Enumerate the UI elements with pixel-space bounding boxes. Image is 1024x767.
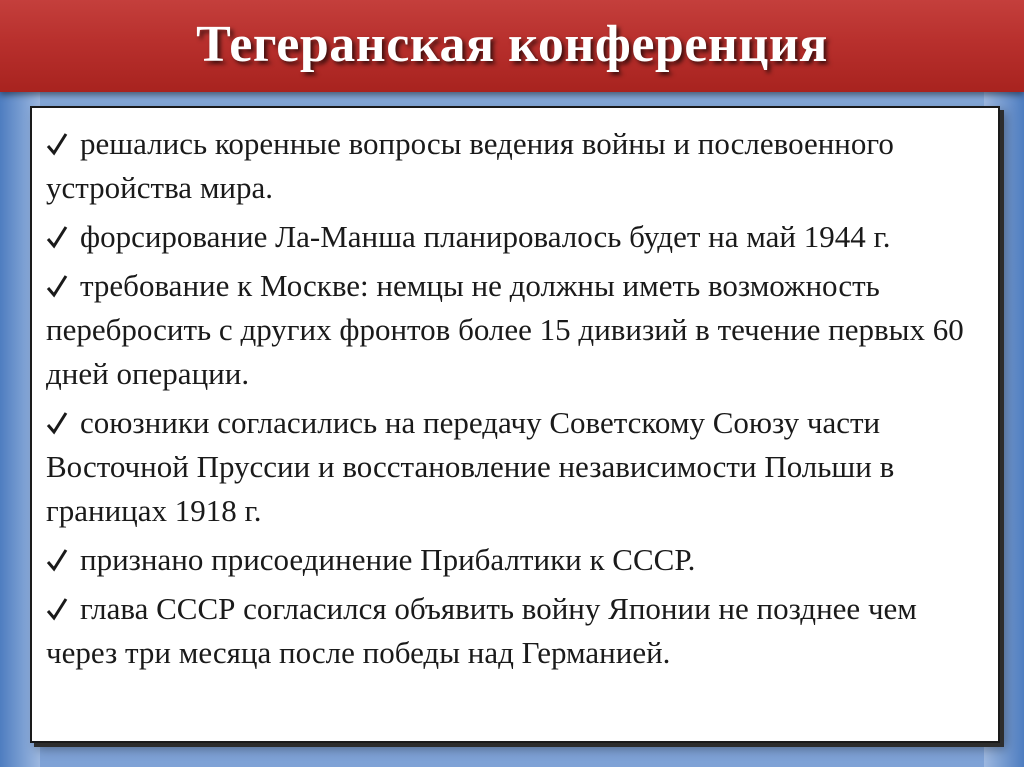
check-icon: [46, 596, 68, 622]
slide-title: Тегеранская конференция: [196, 15, 828, 73]
bullet-item: [46, 264, 980, 396]
check-icon: [46, 273, 68, 299]
check-icon: [46, 410, 68, 436]
bullet-text: глава СССР согласился объявить войну Японии не позднее чем через три месяца после победы над Германией.: [46, 591, 917, 670]
bullet-item: [46, 122, 980, 210]
bullet-text: форсирование Ла-Манша планировалось будет на май 1944 г.: [80, 219, 891, 254]
title-bar: [0, 0, 1024, 92]
content-panel: [30, 106, 1000, 743]
bullet-text: признано присоединение Прибалтики к СССР.: [80, 542, 696, 577]
bullet-item: [46, 587, 980, 675]
bullet-item: [46, 538, 980, 582]
bullet-item: [46, 215, 980, 259]
check-icon: [46, 224, 68, 250]
bullet-text: союзники согласились на передачу Советскому Союзу части Восточной Пруссии и восстановление независимости Польши в границах 1918 г.: [46, 405, 895, 528]
check-icon: [46, 547, 68, 573]
bullet-list: [32, 108, 998, 675]
bullet-text: решались коренные вопросы ведения войны и послевоенного устройства мира.: [46, 126, 894, 205]
bullet-text: требование к Москве: немцы не должны иметь возможность перебросить с других фронтов более 15 дивизий в течение первых 60 дней операции.: [46, 268, 964, 391]
bullet-item: [46, 401, 980, 533]
check-icon: [46, 131, 68, 157]
